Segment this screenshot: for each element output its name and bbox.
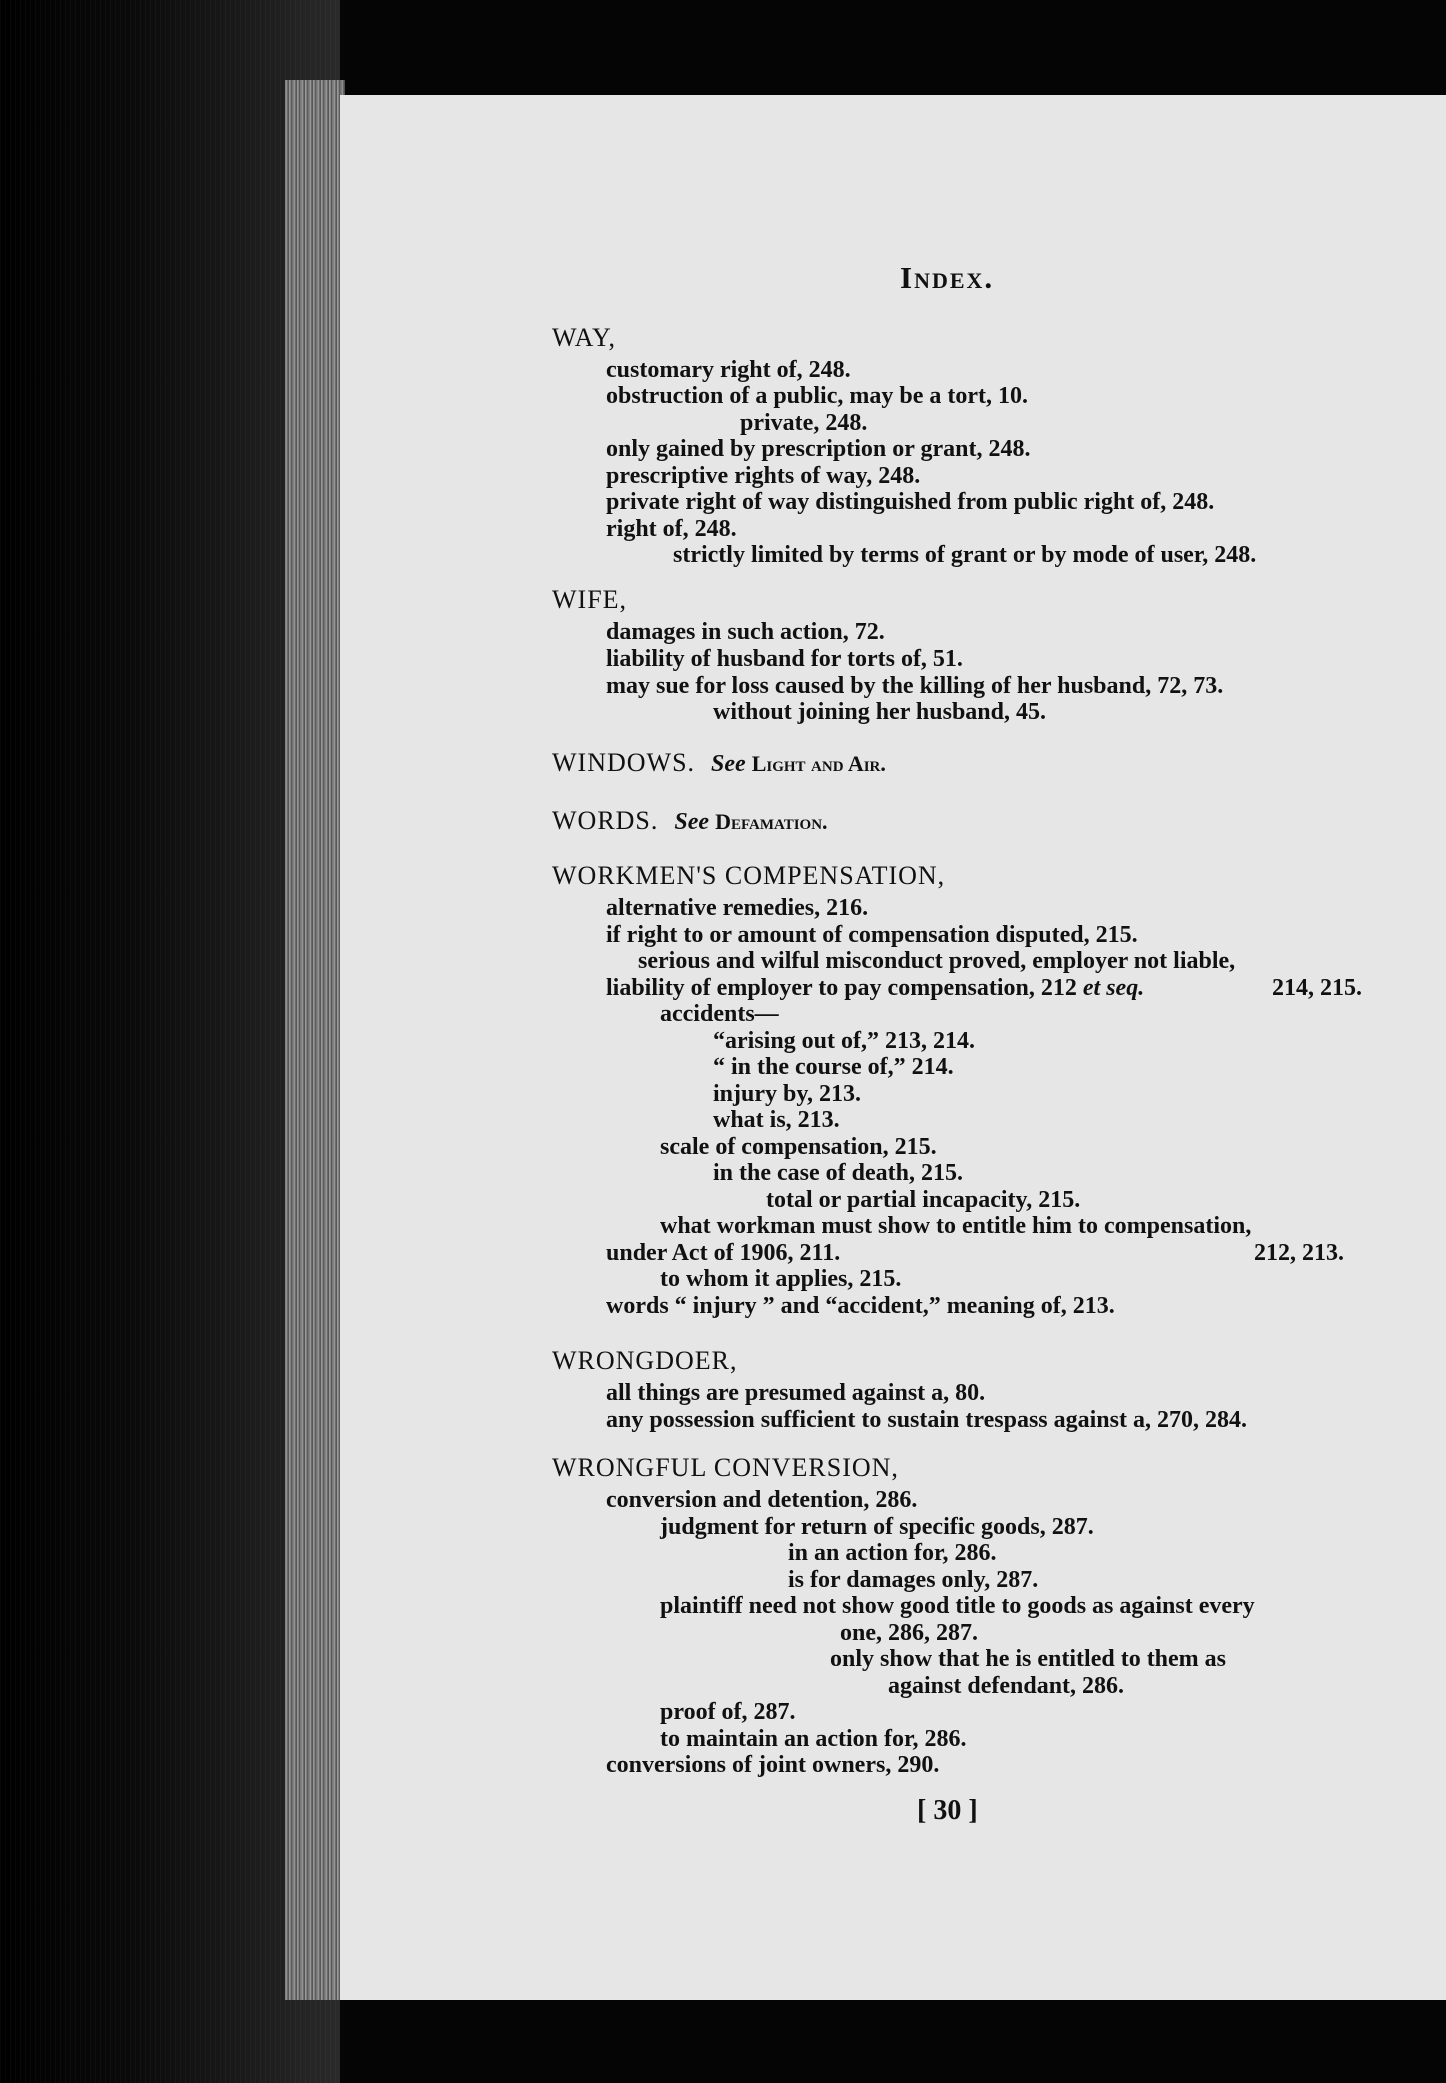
entry-line: what workman must show to entitle him to compensation,: [660, 1213, 1252, 1239]
entry-line: customary right of, 248.: [606, 357, 851, 383]
entry-line: alternative remedies, 216.: [606, 895, 869, 921]
entry-line: is for damages only, 287.: [788, 1567, 1039, 1593]
see-label: See: [711, 751, 746, 777]
entry-heading-windows: WINDOWS.: [552, 748, 696, 777]
entry-line: 214, 215.: [1272, 975, 1362, 1001]
entry-line: under Act of 1906, 211.: [606, 1240, 841, 1266]
entry-heading-words: WORDS.: [552, 806, 659, 835]
page-title: Index.: [900, 260, 995, 295]
entry-line: conversions of joint owners, 290.: [606, 1752, 940, 1778]
entry-line: judgment for return of specific goods, 287.: [660, 1514, 1094, 1540]
page-number: [ 30 ]: [917, 1795, 978, 1826]
entry-heading-wrongdoer: WRONGDOER,: [552, 1346, 738, 1375]
entry-line: proof of, 287.: [660, 1699, 796, 1725]
entry-line: strictly limited by terms of grant or by mode of user, 248.: [673, 542, 1257, 568]
entry-line: what is, 213.: [713, 1107, 840, 1133]
entry-heading-way: WAY,: [552, 323, 616, 352]
entry-heading-workmens-compensation: WORKMEN'S COMPENSATION,: [552, 861, 946, 890]
see-label: See: [674, 809, 710, 835]
entry-line: “ in the course of,” 214.: [713, 1054, 954, 1080]
entry-line: any possession sufficient to sustain trespass against a, 270, 284.: [606, 1407, 1247, 1433]
entry-line: serious and wilful misconduct proved, employer not liable,: [638, 948, 1236, 974]
cross-reference: Defamation.: [715, 809, 828, 834]
entry-line: in the case of death, 215.: [713, 1160, 963, 1186]
entry-words: [552, 808, 828, 835]
entry-line: [606, 975, 1144, 1001]
entry-line: all things are presumed against a, 80.: [606, 1380, 986, 1406]
entry-line: plaintiff need not show good title to goods as against every: [660, 1593, 1255, 1619]
entry-line: private right of way distinguished from public right of, 248.: [606, 489, 1215, 515]
entry-line: private, 248.: [740, 410, 868, 436]
entry-line: injury by, 213.: [713, 1081, 862, 1107]
entry-line: “arising out of,” 213, 214.: [713, 1028, 976, 1054]
entry-line: liability of husband for torts of, 51.: [606, 646, 963, 672]
entry-line: obstruction of a public, may be a tort, 10.: [606, 383, 1028, 409]
page-edges: [285, 80, 345, 2000]
cross-reference: Light and Air.: [751, 751, 886, 776]
entry-line: only gained by prescription or grant, 248.: [606, 436, 1031, 462]
entry-text: liability of employer to pay compensation, 212: [606, 975, 1077, 1001]
entry-line: words “ injury ” and “accident,” meaning of, 213.: [606, 1293, 1115, 1319]
entry-line: only show that he is entitled to them as: [830, 1646, 1227, 1672]
entry-line: right of, 248.: [606, 516, 737, 542]
et-seq: et seq.: [1082, 975, 1145, 1001]
entry-line: to whom it applies, 215.: [660, 1266, 902, 1292]
entry-windows: [552, 750, 886, 777]
entry-line: total or partial incapacity, 215.: [766, 1187, 1081, 1213]
entry-line: one, 286, 287.: [840, 1620, 978, 1646]
entry-line: to maintain an action for, 286.: [660, 1726, 967, 1752]
index-page: [340, 95, 1446, 2000]
entry-line: conversion and detention, 286.: [606, 1487, 918, 1513]
entry-line: accidents—: [660, 1001, 779, 1027]
entry-heading-wife: WIFE,: [552, 585, 628, 614]
entry-line: against defendant, 286.: [888, 1673, 1125, 1699]
entry-line: in an action for, 286.: [788, 1540, 997, 1566]
entry-line: without joining her husband, 45.: [713, 699, 1046, 725]
entry-line: prescriptive rights of way, 248.: [606, 463, 921, 489]
entry-line: if right to or amount of compensation disputed, 215.: [606, 922, 1138, 948]
entry-heading-wrongful-conversion: WRONGFUL CONVERSION,: [552, 1453, 899, 1482]
entry-line: may sue for loss caused by the killing of her husband, 72, 73.: [606, 673, 1224, 699]
entry-line: damages in such action, 72.: [606, 619, 885, 645]
entry-line: scale of compensation, 215.: [660, 1134, 937, 1160]
entry-line: 212, 213.: [1254, 1240, 1344, 1266]
